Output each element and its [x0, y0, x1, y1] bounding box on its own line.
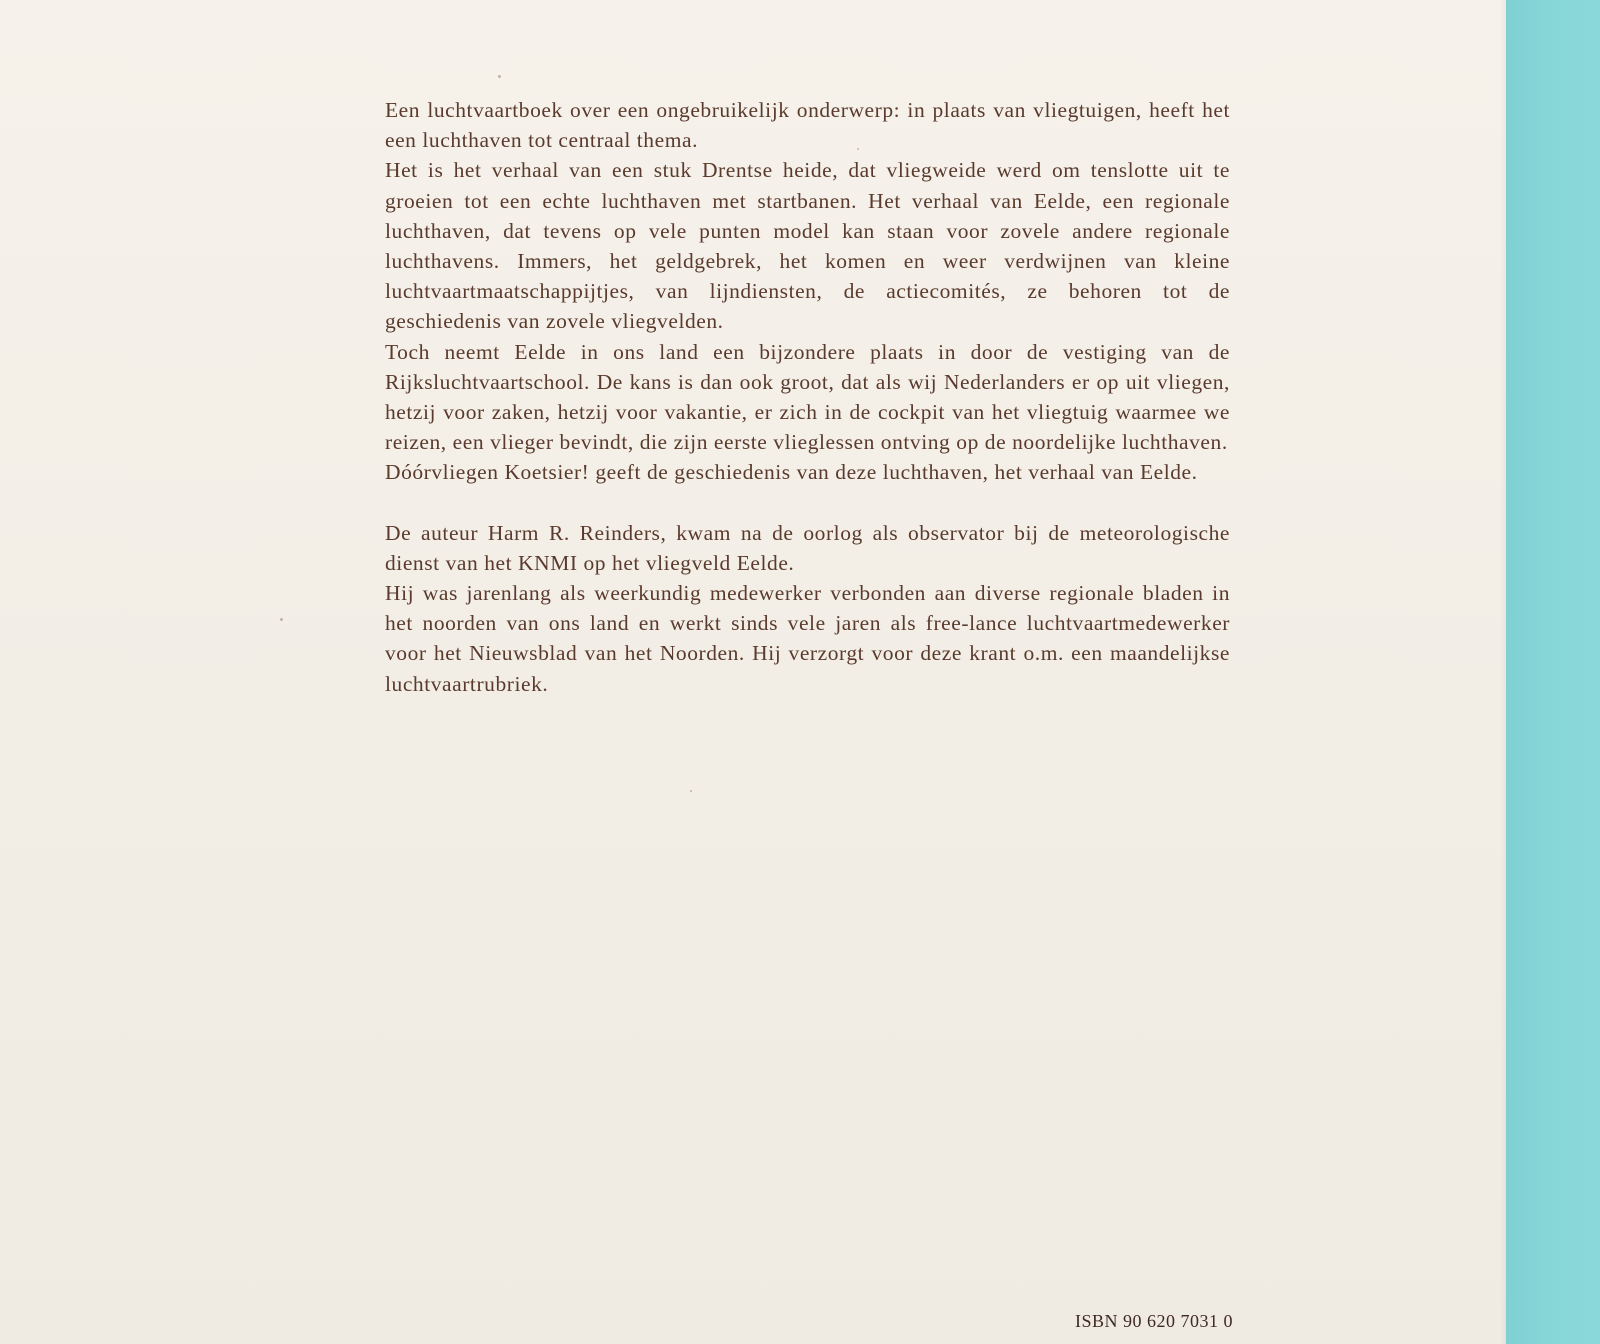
paper-speck — [498, 75, 501, 78]
blurb-text-block — [385, 95, 1230, 699]
intro-paragraph-1: Een luchtvaartboek over een ongebruikelijk onderwerp: in plaats van vliegtuigen, heeft het een luchthaven tot centraal thema. — [385, 98, 1230, 153]
paper-speck — [690, 790, 692, 792]
paper-speck — [857, 148, 859, 150]
paragraph-spacer — [385, 488, 1230, 518]
paper-speck — [280, 618, 283, 621]
author-paragraph-1: De auteur Harm R. Reinders, kwam na de oorlog als observator bij de meteorologische dienst van het KNMI op het vliegveld Eelde. — [385, 520, 1230, 575]
intro-paragraph-4: Dóórvliegen Koetsier! geeft de geschiedenis van deze luchthaven, het verhaal van Eelde. — [385, 460, 1198, 485]
isbn-number: ISBN 90 620 7031 0 — [1074, 1311, 1233, 1331]
intro-paragraph-2: Het is het verhaal van een stuk Drentse heide, dat vliegweide werd om tenslotte uit te groeien tot een echte luchthaven met startbanen. Het verhaal van Eelde, een regionale luchthaven, dat tevens op vele punten model kan staan voor zovele andere regionale luchthavens. Immers, het geldgebrek, het komen en weer verdwijnen van kleine luchtvaartmaatschappijtjes, van lijndiensten, de actiecomités, ze behoren tot de geschiedenis van zovele vliegvelden. — [385, 158, 1230, 334]
book-spine — [1506, 0, 1600, 1344]
intro-paragraph-3: Toch neemt Eelde in ons land een bijzondere plaats in door de vestiging van de Rijksluchtvaartschool. De kans is dan ook groot, dat als wij Nederlanders er op uit vliegen, hetzij voor zaken, hetzij voor vakantie, er zich in de cockpit van het vliegtuig waarmee we reizen, een vlieger bevindt, die zijn eerste vlieglessen ontving op de noordelijke luchthaven. — [385, 339, 1230, 455]
author-paragraph-2: Hij was jarenlang als weerkundig medewerker verbonden aan diverse regionale bladen in het noorden van ons land en werkt sinds vele jaren als free-lance luchtvaartmedewerker voor het Nieuwsblad van het Noorden. Hij verzorgt voor deze krant o.m. een maandelijkse luchtvaartrubriek. — [385, 581, 1230, 696]
